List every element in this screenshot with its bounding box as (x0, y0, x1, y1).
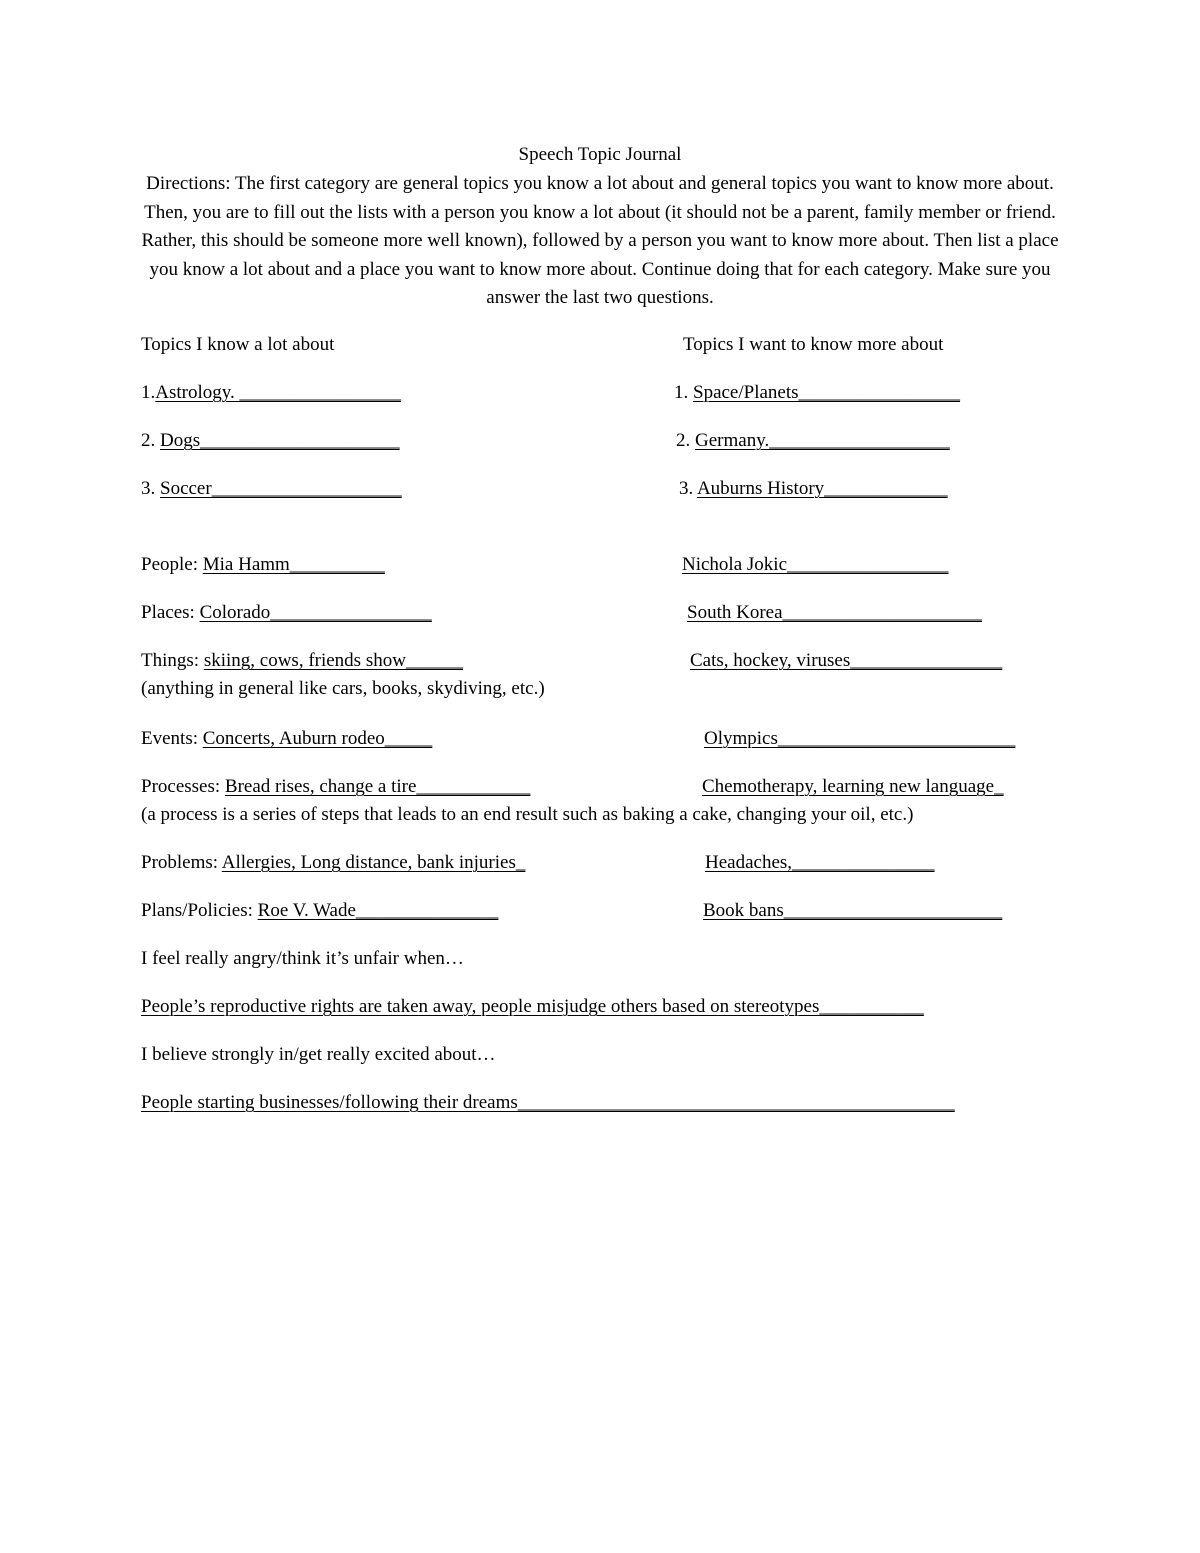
people-row-left (141, 553, 385, 577)
topic-want-2 (676, 429, 950, 453)
category-answer: Colorado_________________ (199, 602, 432, 623)
directions-paragraph: Directions: The first category are general topics you know a lot about and general topics you want to know more about. Then, you are to fill out the lists with a person you know a lot about (it should not be a parent, family member or friend. Rather, this should be someone more well known), followed by a person you want to know more about. Then list a place you know a lot about and a place you want to know more about. Continue doing that for each category. Make sure you answer the last two questions. (141, 173, 1059, 308)
category-answer: Headaches,_______________ (705, 852, 935, 873)
topic-number: 1. (141, 382, 156, 403)
things-note: (anything in general like cars, books, skydiving, etc.) (141, 678, 545, 699)
category-answer: Olympics_________________________ (704, 728, 1016, 749)
topic-answer: Dogs_____________________ (160, 430, 400, 451)
category-answer: Bread rises, change a tire____________ (224, 776, 531, 797)
category-label: Processes: (141, 776, 225, 797)
processes-note: (a process is a series of steps that leads to an end result such as baking a cake, changing your oil, etc.) (141, 804, 914, 825)
category-answer: Concerts, Auburn rodeo_____ (202, 728, 433, 749)
category-label: Plans/Policies: (141, 900, 258, 921)
header-topics-know: Topics I know a lot about (141, 334, 335, 355)
category-answer: Mia Hamm__________ (202, 554, 385, 575)
category-label: Problems: (141, 852, 222, 873)
category-answer: Nichola Jokic_________________ (682, 554, 949, 575)
topic-number: 3. (679, 478, 697, 499)
question-2-answer: People starting businesses/following their dreams______________________________________________ (141, 1092, 955, 1113)
topic-answer: Auburns History_____________ (696, 478, 948, 499)
topic-want-3 (679, 477, 948, 501)
topic-know-2 (141, 429, 400, 453)
topic-answer: Soccer____________________ (160, 478, 402, 499)
question-1-answer: People’s reproductive rights are taken away, people misjudge others based on stereotypes___________ (141, 996, 924, 1017)
topic-answer: Astrology. _________________ (155, 382, 402, 403)
category-label: Events: (141, 728, 203, 749)
question-2-prompt: I believe strongly in/get really excited about… (141, 1044, 496, 1065)
topic-number: 2. (676, 430, 695, 451)
category-answer: Allergies, Long distance, bank injuries_ (221, 852, 526, 873)
topic-know-3 (141, 477, 402, 501)
question-1-prompt: I feel really angry/think it’s unfair when… (141, 948, 464, 969)
topic-want-1 (674, 381, 960, 405)
category-answer: Chemotherapy, learning new language_ (702, 776, 1004, 797)
plans-row-left (141, 899, 498, 923)
problems-row-right (705, 851, 935, 875)
topic-answer: Germany.___________________ (695, 430, 950, 451)
things-row-right (690, 649, 1002, 673)
category-answer: Cats, hockey, viruses________________ (690, 650, 1003, 671)
topic-answer: Space/Planets_________________ (693, 382, 961, 403)
category-answer: Book bans_______________________ (703, 900, 1003, 921)
category-label: People: (141, 554, 203, 575)
problems-row-left (141, 851, 525, 875)
topic-number: 2. (141, 430, 160, 451)
people-row-right (682, 553, 949, 577)
category-label: Things: (141, 650, 204, 671)
plans-row-right (703, 899, 1002, 923)
header-topics-want: Topics I want to know more about (683, 334, 944, 355)
category-answer: Roe V. Wade_______________ (257, 900, 499, 921)
events-row-right (704, 727, 1015, 751)
topic-know-1 (141, 381, 401, 405)
topic-number: 1. (674, 382, 693, 403)
events-row-left (141, 727, 432, 751)
category-label: Places: (141, 602, 200, 623)
processes-row-right (702, 775, 1004, 799)
category-answer: skiing, cows, friends show______ (203, 650, 463, 671)
places-row-right (687, 601, 982, 625)
page-title: Speech Topic Journal (518, 144, 682, 165)
processes-row-left (141, 775, 530, 799)
things-row-left (141, 649, 463, 673)
category-answer: South Korea_____________________ (687, 602, 983, 623)
places-row-left (141, 601, 432, 625)
topic-number: 3. (141, 478, 160, 499)
